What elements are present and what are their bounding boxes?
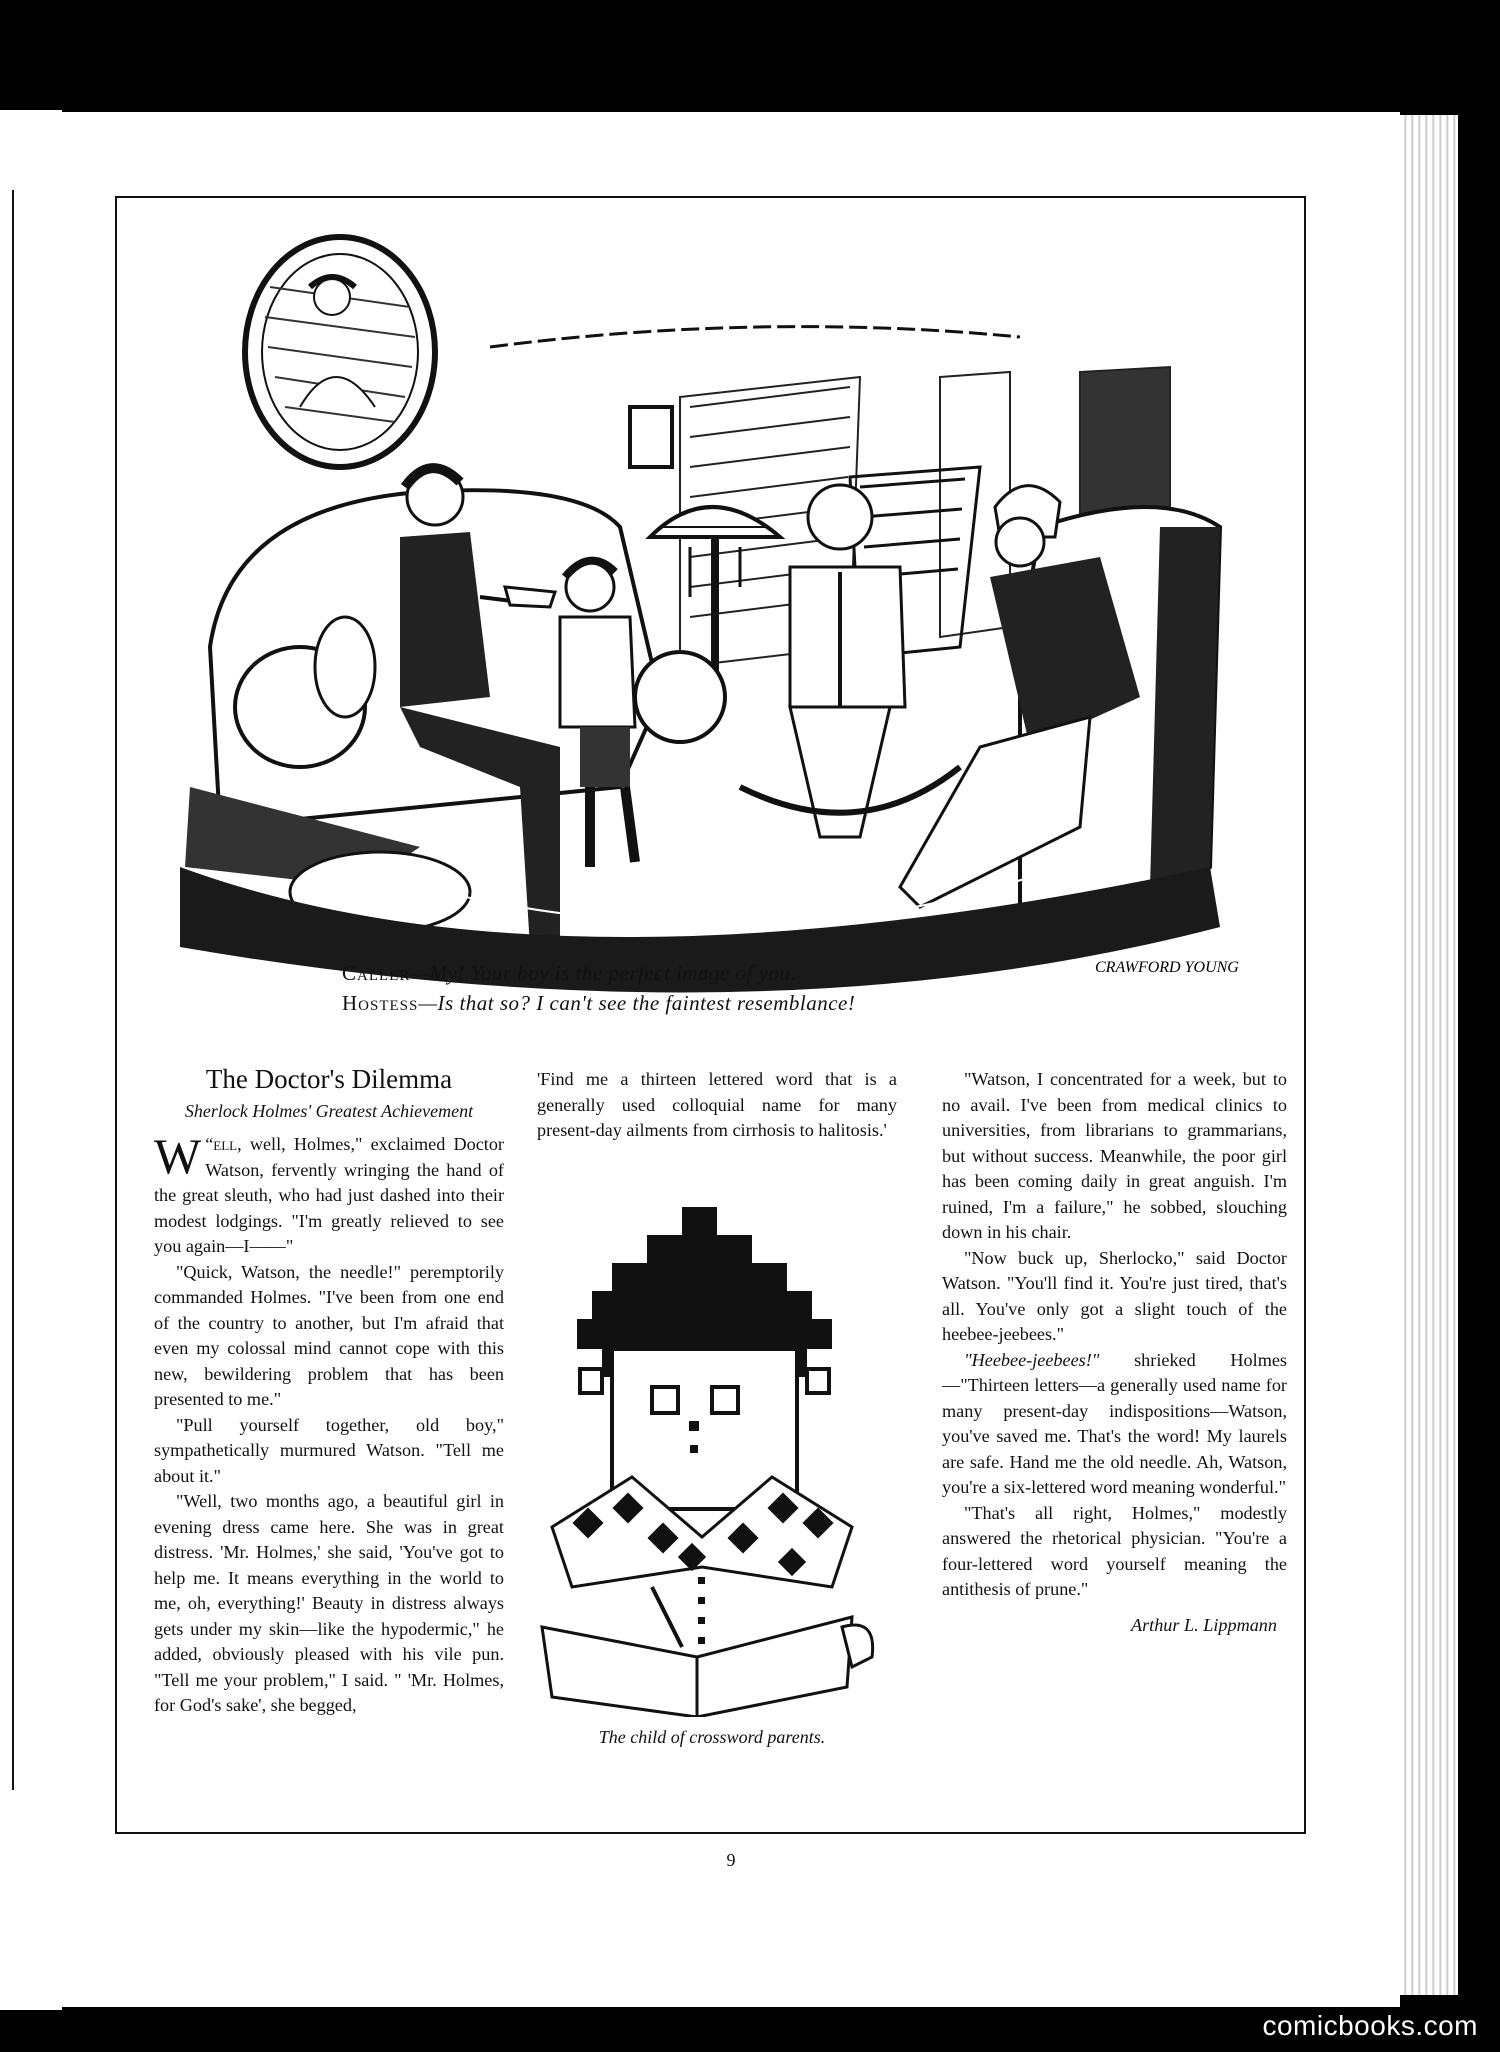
right-ear bbox=[807, 1369, 829, 1393]
article-title: The Doctor's Dilemma bbox=[205, 1064, 453, 1094]
page-stack-edge bbox=[1400, 115, 1458, 1995]
caption-text-hostess: Is that so? I can't see the faintest resemblance! bbox=[437, 991, 856, 1015]
paragraph-text: shrieked Holmes —"Thirteen letters—a generally used name for many present-day indispositions—Watson, you've saved me. That's the word! My laurels are safe. Hand me the old needle. Ah, Watson, you're a six-lettered word meaning wonderful." bbox=[942, 1349, 1287, 1497]
paragraph-text: well, Holmes," exclaimed Doctor Watson, fervently wringing the hand of the great sleuth, who had just dashed into their modest lodgings. "I'm greatly relieved to see you again—I——" bbox=[154, 1134, 504, 1256]
cartoon-caption bbox=[342, 958, 1122, 1018]
mouth bbox=[690, 1445, 698, 1453]
article-paragraph: "Pull yourself together, old boy," sympathetically murmured Watson. "Tell me about it." bbox=[154, 1414, 504, 1486]
left-page-edge bbox=[0, 110, 62, 2010]
open-book-right bbox=[697, 1617, 852, 1717]
article-column-1 bbox=[154, 1064, 504, 1719]
left-ear bbox=[580, 1369, 602, 1393]
shirt-buttons bbox=[698, 1577, 705, 1644]
article-paragraph: 'Find me a thirteen lettered word that is a generally used colloquial name for many present-day ailments from cirrhosis to halitosis.' bbox=[537, 1069, 897, 1140]
article-paragraph: "Now buck up, Sherlocko," said Doctor Watson. "You'll find it. You're just tired, that's all. You've only got a slight touch of the heebee-jeebees." bbox=[942, 1247, 1287, 1344]
article-paragraph bbox=[942, 1348, 1287, 1501]
article-column-3 bbox=[942, 1067, 1287, 1638]
page-number: 9 bbox=[726, 1850, 736, 1870]
article-paragraph: "Quick, Watson, the needle!" peremptorily commanded Holmes. "I've been from one end of the country to another, but I'm afraid that even my colossal mind cannot cope with this new, bewildering problem that has been presented to me." bbox=[154, 1261, 504, 1409]
article-paragraph: "Watson, I concentrated for a week, but to no avail. I've been from medical clinics to universities, from librarians to grammarians, but without success. Meanwhile, the poor girl has been coming daily in great anguish. I'm ruined, I'm a failure," he sobbed, slouching down in his chair. bbox=[942, 1069, 1287, 1242]
man-figure bbox=[740, 467, 980, 837]
nose bbox=[689, 1421, 699, 1431]
article-paragraph: “ W ell, well, Holmes," exclaimed Doctor Watson, fervently wringing the hand of the great sleuth, who had just dashed into their modest lodgings. "I'm greatly relieved to see you again—I——" bbox=[154, 1128, 504, 1256]
crossword-caption: The child of crossword parents. bbox=[598, 1727, 826, 1747]
article-paragraph: "That's all right, Holmes," modestly answered the rhetorical physician. "You're a four-lettered word yourself meaning the antithesis of prune." bbox=[942, 1502, 1287, 1599]
artist-signature: CRAWFORD YOUNG bbox=[1095, 959, 1239, 976]
open-book-left bbox=[542, 1627, 697, 1717]
caller-figure bbox=[900, 486, 1220, 927]
magazine-page bbox=[62, 112, 1400, 2007]
wall-portrait bbox=[245, 237, 435, 467]
cushion bbox=[315, 617, 375, 717]
heebee-jeebees-italic: "Heebee-jeebees!" bbox=[964, 1349, 1100, 1370]
watermark: comicbooks.com bbox=[1262, 2010, 1478, 2041]
caption-speaker-caller: Caller bbox=[342, 961, 411, 985]
caption-text-caller: My! Your boy is the perfect image of you. bbox=[429, 961, 797, 985]
article-paragraph: "Well, two months ago, a beautiful girl in evening dress came here. She was in great distress. 'Mr. Holmes,' she said, 'You've got to help me. It means everything in the world to me, oh, everything!' Beauty in distress always gets under my skin—like the hypodermic," he added, obviously pleased with his vile pun. "Tell me your problem," I said. " 'Mr. Holmes, for God's sake', she begged, bbox=[154, 1491, 504, 1715]
drop-cap: W bbox=[154, 1128, 202, 1184]
crossword-child-illustration bbox=[532, 1207, 892, 1717]
caption-speaker-hostess: Hostess bbox=[342, 991, 419, 1015]
caption-line-caller: Caller—My! Your boy is the perfect image of you. bbox=[342, 961, 797, 985]
article-subtitle: Sherlock Holmes' Greatest Achievement bbox=[184, 1100, 474, 1121]
left-eye bbox=[652, 1387, 678, 1413]
wall-picture bbox=[630, 407, 672, 467]
pencil bbox=[652, 1587, 682, 1647]
lead-smallcaps: ell, bbox=[213, 1134, 242, 1154]
left-page-fragment bbox=[0, 190, 14, 1790]
right-eye bbox=[712, 1387, 738, 1413]
author-byline: Arthur L. Lippmann bbox=[1130, 1614, 1277, 1635]
article-column-2 bbox=[537, 1067, 897, 1144]
cartoon-illustration bbox=[160, 227, 1260, 1027]
caption-line-hostess: Hostess—Is that so? I can't see the faintest resemblance! bbox=[342, 991, 856, 1015]
